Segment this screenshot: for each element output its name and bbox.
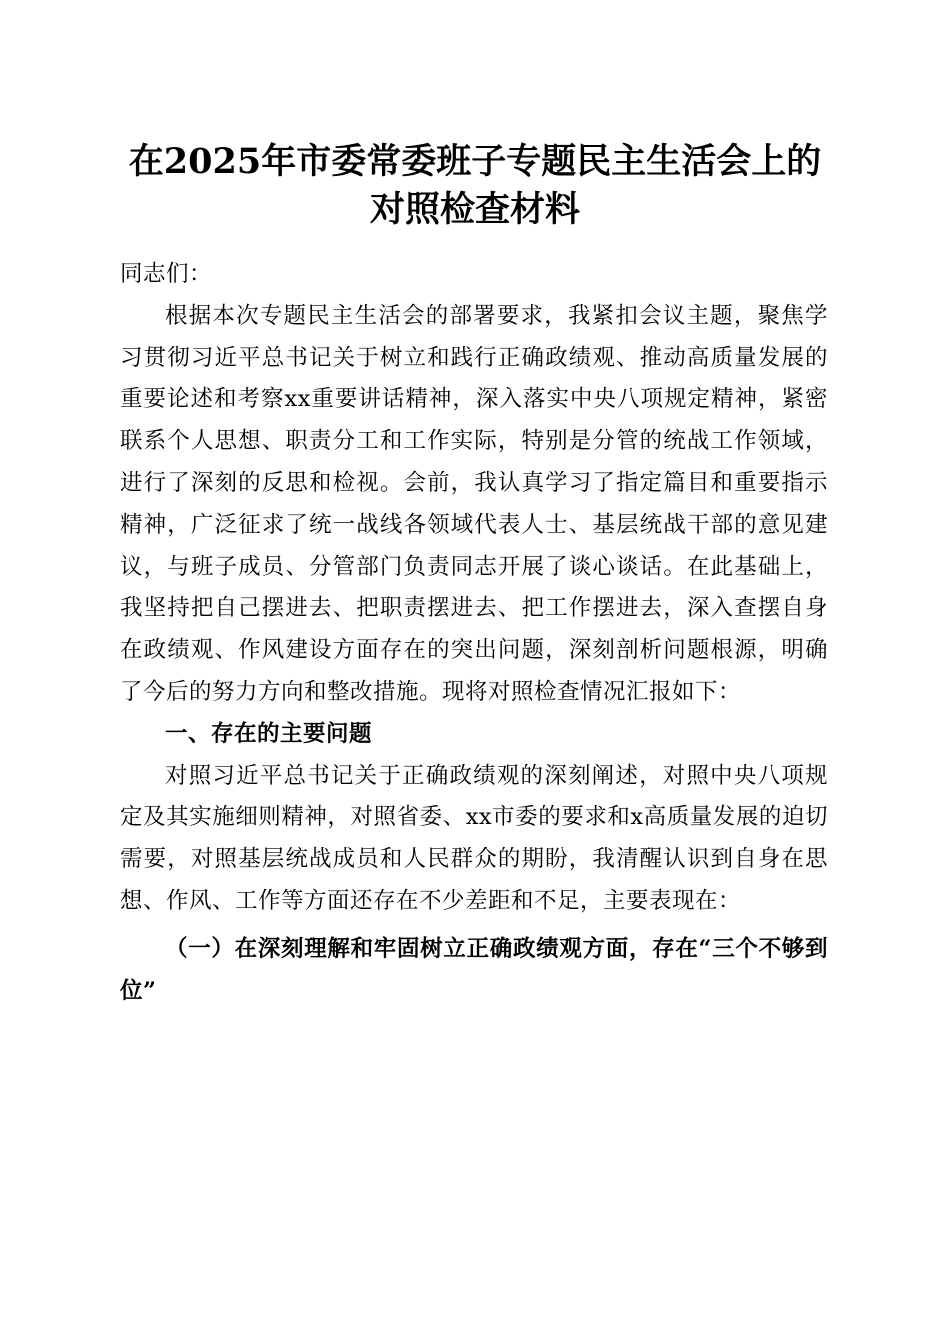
document-title	[0, 138, 950, 234]
paragraph-issues: 对照习近平总书记关于正确政绩观的深刻阐述，对照中央八项规定及其实施细则精神，对照省委、xx市委的要求和x高质量发展的迫切需要，对照基层统战成员和人民群众的期盼，我清醒认识到自身在思想、作风、工作等方面还存在不少差距和不足，主要表现在：	[120, 762, 828, 914]
section-heading-1: 一、存在的主要问题	[165, 720, 373, 747]
document-body	[120, 254, 828, 1012]
title-line-1: 在2025年市委常委班子专题民主生活会上的	[128, 141, 822, 182]
subsection-heading-1: （一）在深刻理解和牢固树立正确政绩观方面，存在“三个不够到位”	[120, 935, 828, 1004]
salutation: 同志们：	[120, 261, 213, 287]
title-line-2: 对照检查材料	[369, 189, 580, 230]
paragraph-intro: 根据本次专题民主生活会的部署要求，我紧扣会议主题，聚焦学习贯彻习近平总书记关于树立和践行正确政绩观、推动高质量发展的重要论述和考察xx重要讲话精神，深入落实中央八项规定精神，紧密联系个人思想、职责分工和工作实际，特别是分管的统战工作领域，进行了深刻的反思和检视。会前，我认真学习了指定篇目和重要指示精神，广泛征求了统一战线各领域代表人士、基层统战干部的意见建议，与班子成员、分管部门负责同志开展了谈心谈话。在此基础上，我坚持把自己摆进去、把职责摆进去、把工作摆进去，深入查摆自身在政绩观、作风建设方面存在的突出问题，深刻剖析问题根源，明确了今后的努力方向和整改措施。现将对照检查情况汇报如下：	[120, 302, 828, 705]
